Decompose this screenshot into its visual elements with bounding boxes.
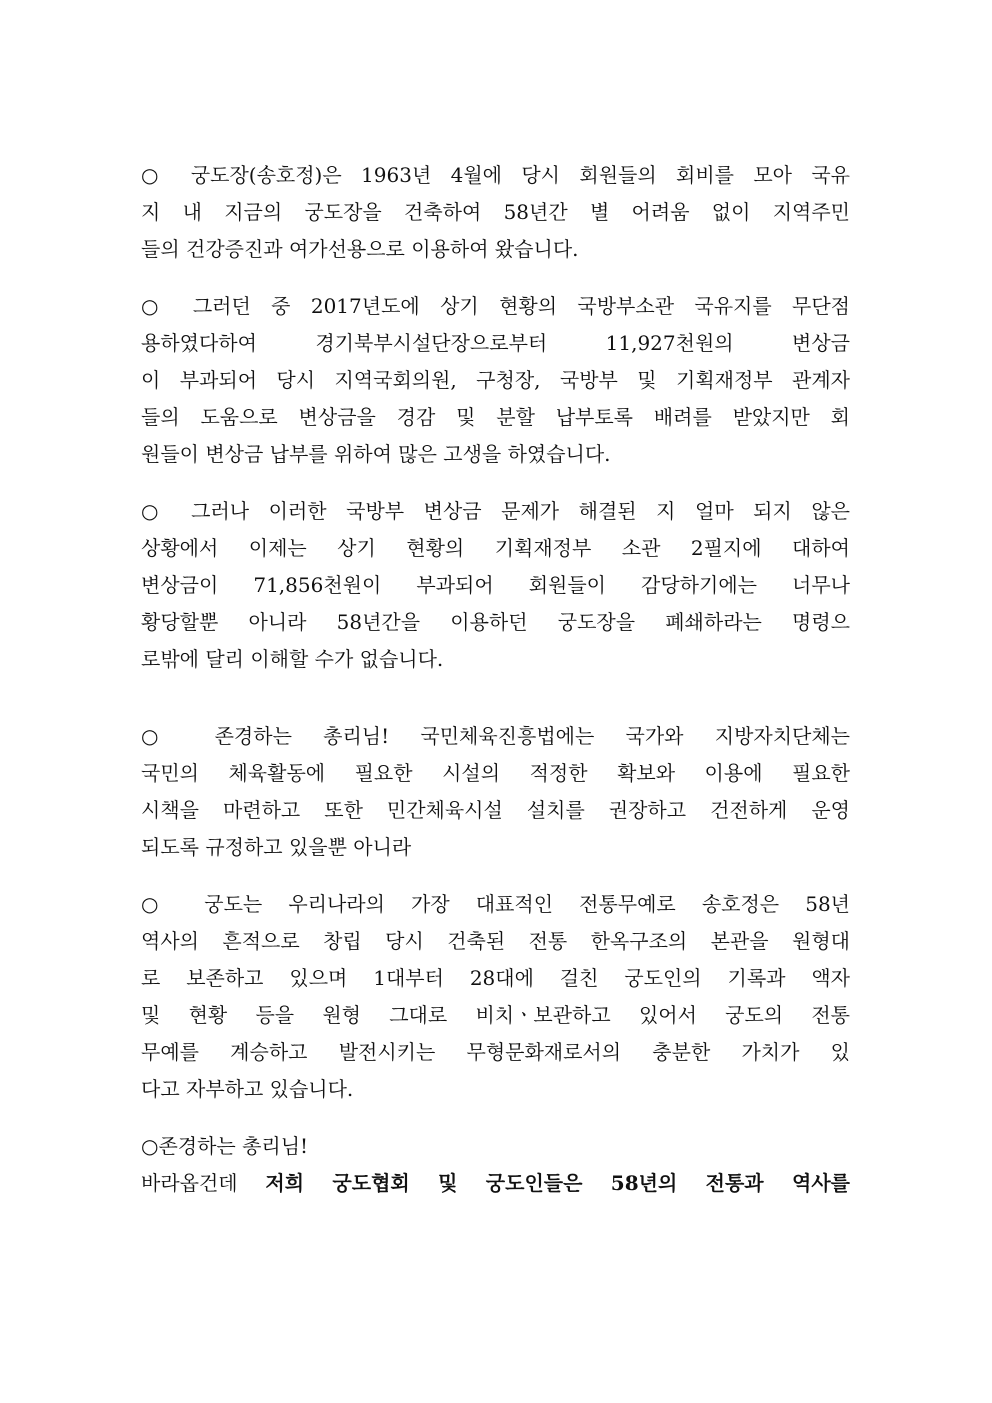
text-line: ○ 존경하는 총리님! 국민체육진흥법에는 국가와 지방자치단체는 <box>141 724 850 748</box>
closing-line <box>141 1165 850 1202</box>
text-line: 이 부과되어 당시 지역국회의원, 구청장, 국방부 및 기획재정부 관계자 <box>141 368 850 392</box>
closing-line-bold: 저희 궁도협회 및 궁도인들은 58년의 전통과 역사를 <box>265 1171 850 1195</box>
paragraph-4 <box>141 718 850 866</box>
text-line: 변상금이 71,856천원이 부과되어 회원들이 감당하기에는 너무나 <box>141 573 850 597</box>
paragraph-1 <box>141 157 850 268</box>
text-line: 역사의 흔적으로 창립 당시 건축된 전통 한옥구조의 본관을 원형대 <box>141 929 850 953</box>
text-line: 로밖에 달리 이해할 수가 없습니다. <box>141 647 444 671</box>
closing-salutation: ○존경하는 총리님! <box>141 1134 309 1158</box>
text-line: 국민의 체육활동에 필요한 시설의 적정한 확보와 이용에 필요한 <box>141 761 850 785</box>
paragraph-5 <box>141 886 850 1108</box>
letter-body <box>141 157 850 1202</box>
text-line: 원들이 변상금 납부를 위하여 많은 고생을 하였습니다. <box>141 442 611 466</box>
text-line: 용하였다하여 경기북부시설단장으로부터 11,927천원의 변상금 <box>141 331 850 355</box>
text-line: 로 보존하고 있으며 1대부터 28대에 걸친 궁도인의 기록과 액자 <box>141 966 850 990</box>
text-line: ○ 그러던 중 2017년도에 상기 현황의 국방부소관 국유지를 무단점 <box>141 294 850 318</box>
text-line: 들의 도움으로 변상금을 경감 및 분할 납부토록 배려를 받았지만 회 <box>141 405 850 429</box>
text-line: 들의 건강증진과 여가선용으로 이용하여 왔습니다. <box>141 237 579 261</box>
paragraph-2 <box>141 288 850 473</box>
text-line: 무예를 계승하고 발전시키는 무형문화재로서의 충분한 가치가 있 <box>141 1040 850 1064</box>
text-line: ○ 궁도는 우리나라의 가장 대표적인 전통무예로 송호정은 58년 <box>141 892 850 916</box>
text-line: ○ 궁도장(송호정)은 1963년 4월에 당시 회원들의 회비를 모아 국유 <box>141 163 850 187</box>
text-line: 황당할뿐 아니라 58년간을 이용하던 궁도장을 폐쇄하라는 명령으 <box>141 610 850 634</box>
text-line: 상황에서 이제는 상기 현황의 기획재정부 소관 2필지에 대하여 <box>141 536 850 560</box>
text-line: 되도록 규정하고 있을뿐 아니라 <box>141 835 412 859</box>
text-line: 지 내 지금의 궁도장을 건축하여 58년간 별 어려움 없이 지역주민 <box>141 200 850 224</box>
text-line: 및 현황 등을 원형 그대로 비치ㆍ보관하고 있어서 궁도의 전통 <box>141 1003 850 1027</box>
text-line: 다고 자부하고 있습니다. <box>141 1077 354 1101</box>
text-line: 시책을 마련하고 또한 민간체육시설 설치를 권장하고 건전하게 운영 <box>141 798 850 822</box>
text-line: ○ 그러나 이러한 국방부 변상금 문제가 해결된 지 얼마 되지 않은 <box>141 499 850 523</box>
paragraph-3 <box>141 493 850 678</box>
closing-paragraph <box>141 1128 850 1202</box>
closing-line-normal: 바라옵건데 <box>141 1171 266 1195</box>
